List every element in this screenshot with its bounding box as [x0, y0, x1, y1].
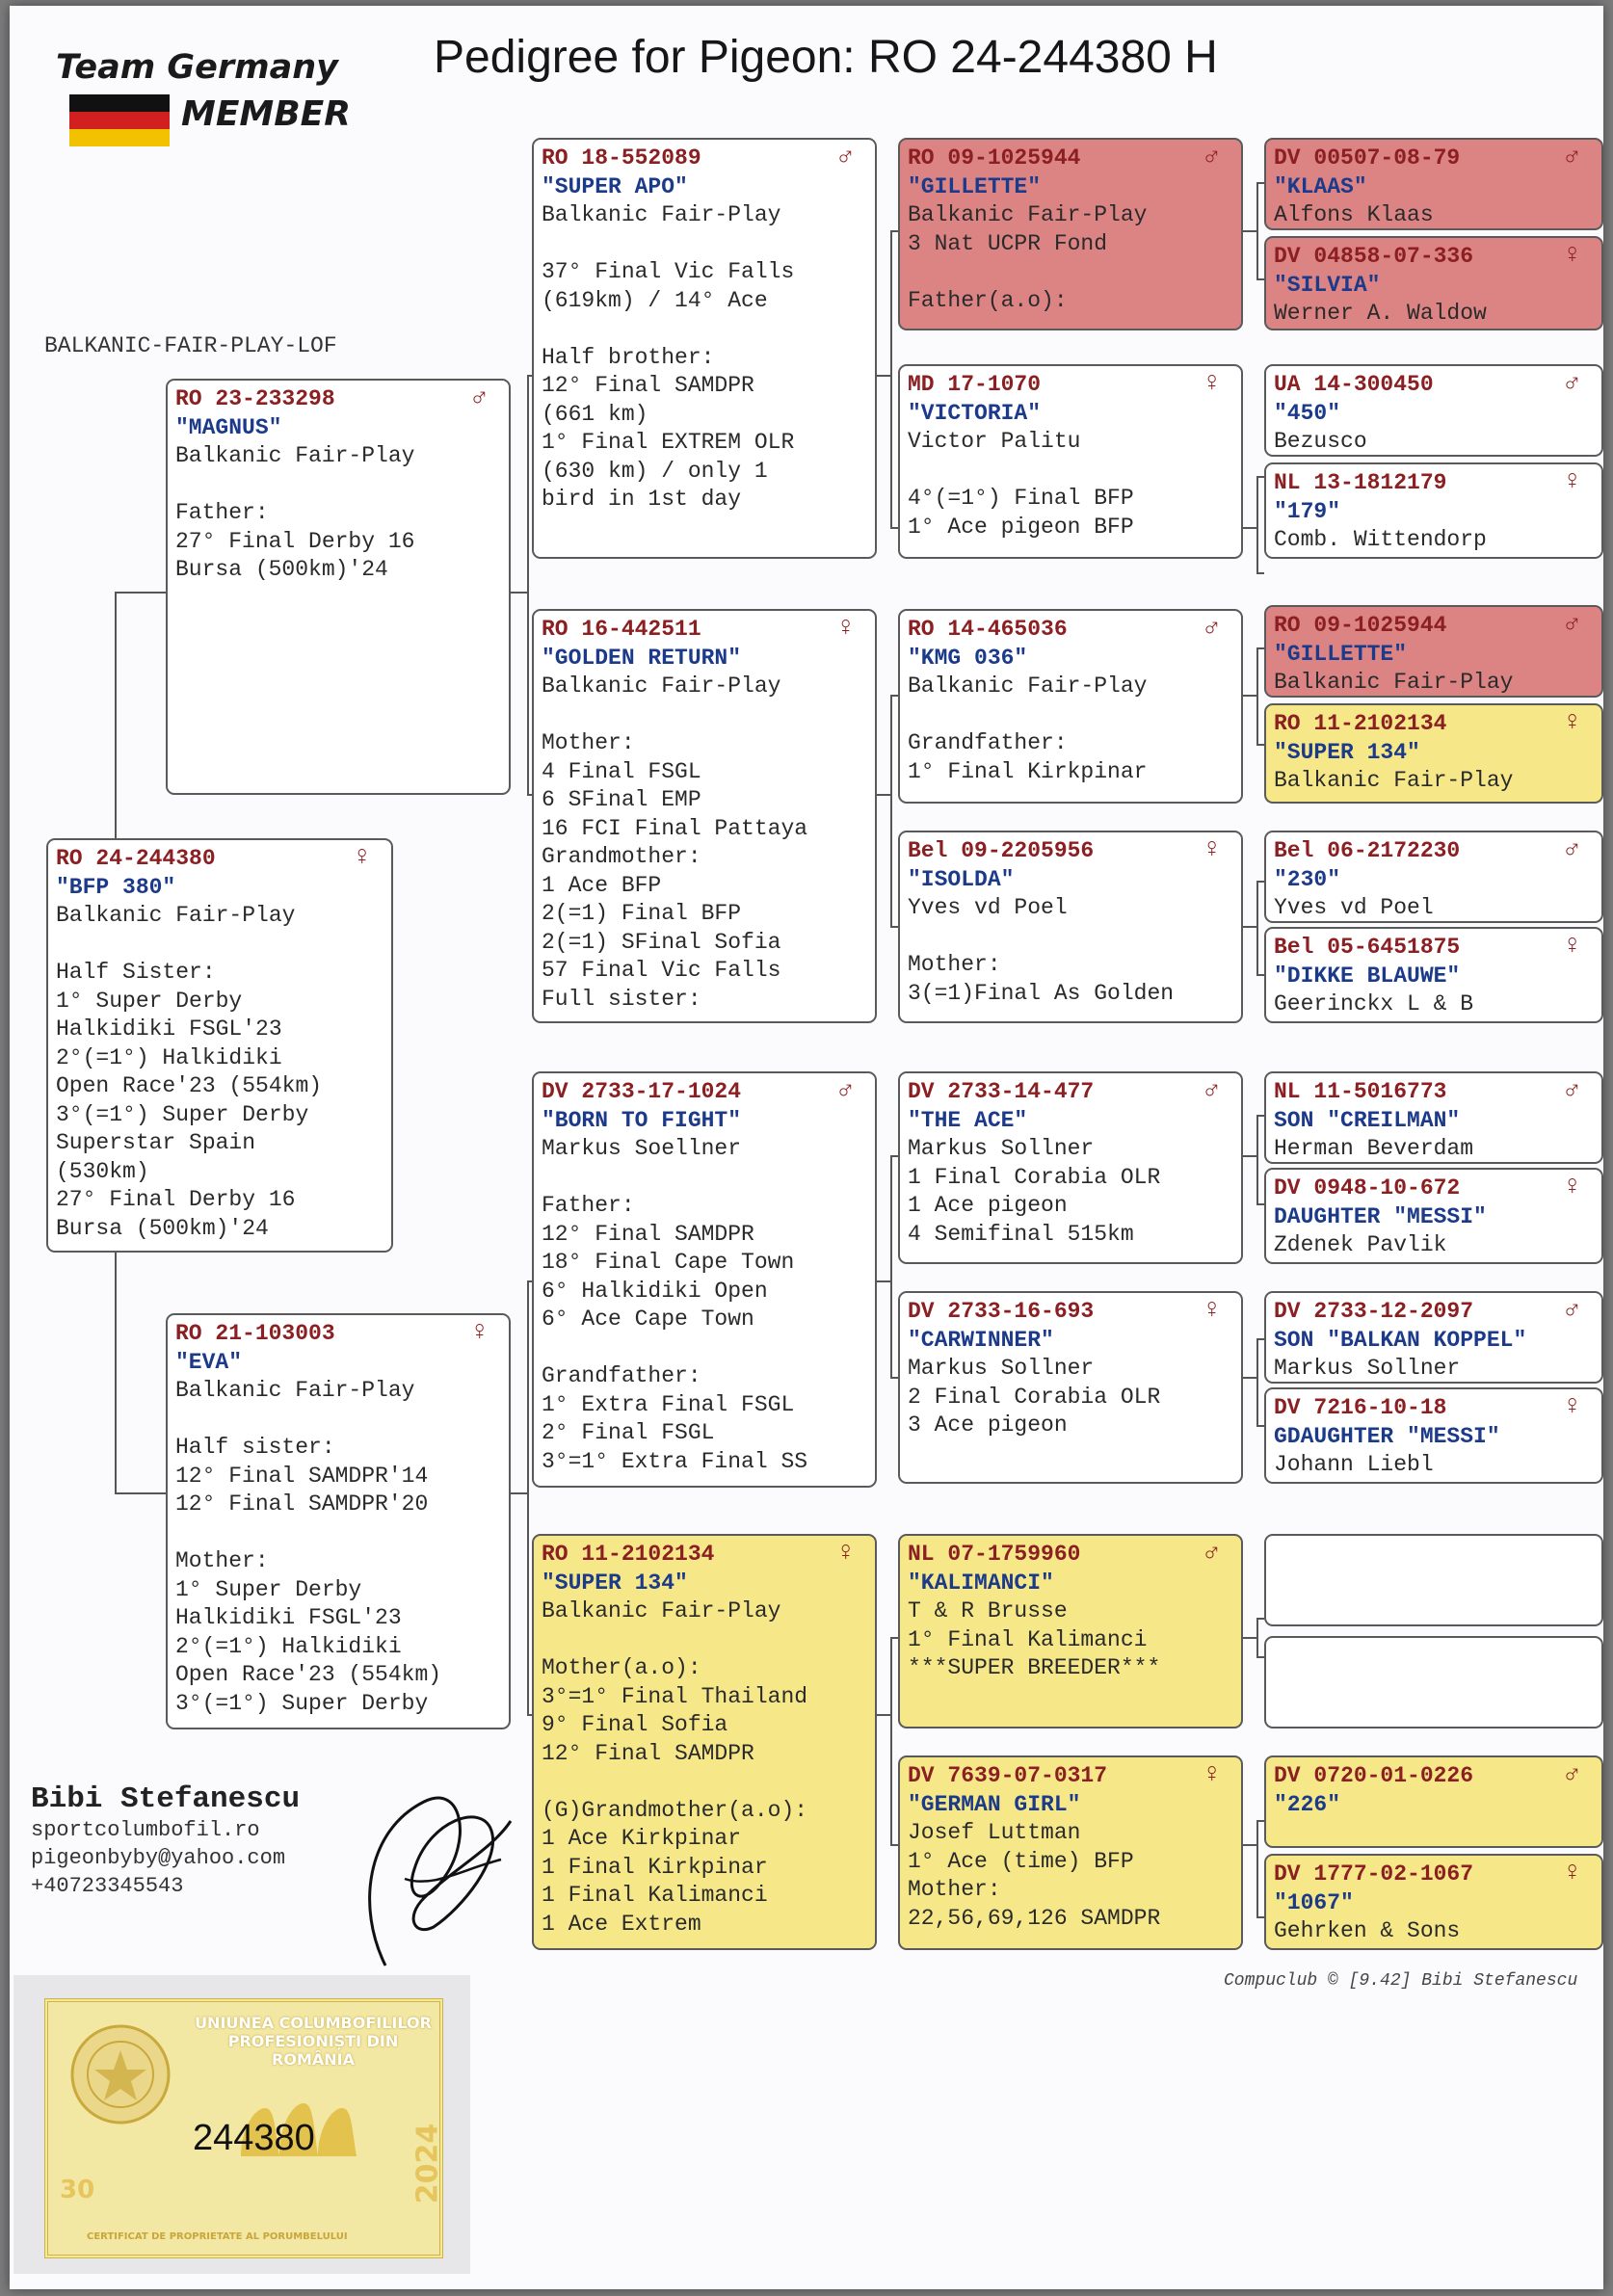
card-line: Full sister:	[542, 986, 701, 1012]
pigeon-name: "230"	[1274, 866, 1341, 892]
card-line: Father:	[542, 1193, 635, 1218]
ring-number: DV 2733-12-2097	[1274, 1299, 1474, 1324]
card-line: Josef Luttman	[908, 1820, 1081, 1845]
female-sex-icon: ♀	[1564, 467, 1580, 497]
card-line: 2 Final Corabia OLR	[908, 1384, 1161, 1410]
card-line	[175, 1519, 501, 1548]
ring-number: DV 0948-10-672	[1274, 1175, 1461, 1201]
card-line: 1 Ace BFP	[542, 872, 662, 898]
ring-number: RO 11-2102134	[1274, 711, 1447, 736]
card-line: 6° Ace Cape Town	[542, 1306, 754, 1332]
ring-number: RO 09-1025944	[1274, 613, 1447, 638]
pigeon-name: DAUGHTER "MESSI"	[1274, 1203, 1487, 1229]
card-line: Gehrken & Sons	[1274, 1918, 1461, 1943]
card-line	[542, 701, 867, 730]
breeder-website: sportcolumbofil.ro	[31, 1818, 260, 1842]
card-line: 12° Final SAMDPR'14	[175, 1463, 429, 1489]
card-line: 1° Final Kirkpinar	[908, 758, 1148, 784]
card-line: 3°(=1°) Super Derby	[175, 1690, 429, 1716]
certificate-ring-number: 244380	[193, 2118, 315, 2158]
pigeon-card-g5	[1264, 605, 1603, 698]
card-line: Balkanic Fair-Play	[56, 903, 296, 928]
card-line: 4 Final FSGL	[542, 758, 701, 784]
pigeon-card-ddd	[898, 1755, 1243, 1950]
card-line: Balkanic Fair-Play	[1274, 768, 1514, 793]
card-line: Comb. Wittendorp	[1274, 527, 1487, 552]
card-line: 1 Ace Extrem	[542, 1911, 701, 1937]
pigeon-name: "SUPER 134"	[1274, 739, 1420, 765]
card-line: Half brother:	[542, 344, 715, 370]
card-line: Grandmother:	[542, 844, 701, 869]
pigeon-name: "ISOLDA"	[908, 866, 1015, 892]
card-line	[542, 1768, 867, 1797]
certificate-caption: CERTIFICAT DE PROPRIETATE AL PORUMBELULUI	[87, 2231, 348, 2242]
female-sex-icon: ♀	[1203, 369, 1220, 399]
card-line: Balkanic Fair-Play	[542, 202, 781, 227]
handwritten-signature	[347, 1763, 540, 1985]
card-line: 1 Ace Kirkpinar	[542, 1826, 742, 1851]
card-line: 1° Super Derby	[56, 988, 243, 1014]
card-line: 2(=1) Final BFP	[542, 901, 742, 926]
pigeon-card-g2	[1264, 236, 1603, 330]
pigeon-name: "450"	[1274, 400, 1341, 426]
card-line: 22,56,69,126 SAMDPR	[908, 1905, 1161, 1931]
male-sex-icon: ♂	[837, 1076, 854, 1106]
card-line: 1 Final Kirkpinar	[542, 1854, 768, 1880]
male-sex-icon: ♂	[1564, 143, 1580, 172]
female-sex-icon: ♀	[1203, 1760, 1220, 1790]
pigeon-name: "GILLETTE"	[1274, 641, 1408, 667]
card-line: 3 Ace pigeon	[908, 1412, 1068, 1438]
female-sex-icon: ♀	[1564, 1859, 1580, 1888]
card-line: 1° Super Derby	[175, 1576, 362, 1602]
pigeon-card-subject	[46, 838, 393, 1253]
card-line: Yves vd Poel	[1274, 895, 1434, 920]
member-label: MEMBER	[181, 94, 351, 134]
card-line: 3°=1° Extra Final SS	[542, 1448, 808, 1474]
card-line: 2(=1) SFinal Sofia	[542, 929, 781, 955]
card-line: Balkanic Fair-Play	[175, 1378, 415, 1403]
card-line: Markus Soellner	[542, 1136, 742, 1161]
male-sex-icon: ♂	[1564, 1760, 1580, 1790]
male-sex-icon: ♂	[1564, 835, 1580, 865]
card-line: Balkanic Fair-Play	[908, 202, 1148, 227]
card-line: Superstar Spain	[56, 1130, 256, 1155]
card-line: Half sister:	[175, 1435, 335, 1460]
card-line: 12° Final SAMDPR	[542, 1221, 754, 1247]
card-line: (530km)	[56, 1158, 149, 1184]
card-line: Half Sister:	[56, 960, 216, 985]
card-line: 1° Ace (time) BFP	[908, 1848, 1134, 1874]
ring-number: RO 21-103003	[175, 1321, 335, 1346]
pigeon-name: "SILVIA"	[1274, 272, 1381, 298]
card-line: 1° Extra Final FSGL	[542, 1391, 795, 1417]
card-line: Geerinckx L & B	[1274, 991, 1474, 1016]
card-line: Balkanic Fair-Play	[175, 443, 415, 468]
pigeon-card-dss	[898, 1071, 1243, 1264]
german-flag-icon	[69, 94, 170, 146]
ring-number: DV 04858-07-336	[1274, 244, 1474, 269]
card-line	[542, 1164, 867, 1193]
team-germany-label: Team Germany	[56, 48, 338, 87]
ring-number: RO 09-1025944	[908, 145, 1081, 171]
pigeon-card-g11	[1264, 1291, 1603, 1384]
page-title: Pedigree for Pigeon: RO 24-244380 H	[434, 32, 1218, 83]
ring-number: DV 00507-08-79	[1274, 145, 1461, 171]
pigeon-name: "KMG 036"	[908, 645, 1028, 671]
card-line: Victor Palitu	[908, 429, 1081, 454]
female-sex-icon: ♀	[837, 614, 854, 644]
card-line: 1° Ace pigeon BFP	[908, 514, 1134, 540]
card-line: 3(=1)Final As Golden	[908, 980, 1175, 1006]
pigeon-card-g1	[1264, 138, 1603, 230]
card-line: T & R Brusse	[908, 1598, 1068, 1623]
ring-number: NL 13-1812179	[1274, 470, 1447, 495]
ring-number: RO 23-233298	[175, 386, 335, 411]
federation-seal-icon	[67, 2021, 173, 2127]
pigeon-name: "GILLETTE"	[908, 173, 1042, 199]
certificate-card	[44, 1998, 443, 2258]
card-line	[542, 230, 867, 259]
female-sex-icon: ♀	[1203, 1296, 1220, 1326]
pigeon-name: "EVA"	[175, 1349, 243, 1375]
pigeon-card-sire-sire	[532, 138, 877, 559]
pigeon-card-g15	[1264, 1755, 1603, 1848]
ring-number: MD 17-1070	[908, 372, 1042, 397]
female-sex-icon: ♀	[1564, 241, 1580, 271]
card-line: ***SUPER BREEDER***	[908, 1655, 1161, 1680]
ring-number: DV 7639-07-0317	[908, 1763, 1108, 1788]
ring-number: RO 14-465036	[908, 617, 1068, 642]
pigeon-card-sss	[898, 138, 1243, 330]
female-sex-icon: ♀	[1564, 932, 1580, 962]
male-sex-icon: ♂	[1203, 614, 1220, 644]
card-line: Markus Sollner	[908, 1136, 1095, 1161]
pigeon-card-g13-empty	[1264, 1534, 1603, 1626]
pigeon-name: GDAUGHTER "MESSI"	[1274, 1423, 1500, 1449]
pigeon-name: "THE ACE"	[908, 1107, 1028, 1133]
card-line: 12° Final SAMDPR	[542, 373, 754, 398]
card-line: 1 Final Kalimanci	[542, 1883, 768, 1908]
card-line: 1° Final EXTREM OLR	[542, 430, 795, 455]
ownership-certificate	[13, 1975, 470, 2274]
pigeon-card-g12	[1264, 1387, 1603, 1484]
card-line: 16 FCI Final Pattaya	[542, 815, 808, 841]
pigeon-card-g8	[1264, 927, 1603, 1023]
card-line: Werner A. Waldow	[1274, 301, 1487, 326]
ring-number: RO 18-552089	[542, 145, 701, 171]
pigeon-name: SON "BALKAN KOPPEL"	[1274, 1327, 1527, 1353]
pigeon-name: "GOLDEN RETURN"	[542, 645, 742, 671]
female-sex-icon: ♀	[1564, 1392, 1580, 1422]
card-line: 27° Final Derby 16	[175, 528, 415, 554]
card-line: Grandfather:	[908, 730, 1068, 755]
card-line: Mother:	[908, 1877, 1001, 1902]
card-line	[175, 1406, 501, 1435]
ring-number: DV 2733-16-693	[908, 1299, 1095, 1324]
pigeon-card-g16	[1264, 1854, 1603, 1950]
male-sex-icon: ♂	[1203, 1539, 1220, 1569]
card-line: Mother:	[542, 730, 635, 755]
card-line: 1 Final Corabia OLR	[908, 1164, 1161, 1190]
pigeon-name: SON "CREILMAN"	[1274, 1107, 1461, 1133]
card-line: Father(a.o):	[908, 287, 1068, 313]
pigeon-name: "VICTORIA"	[908, 400, 1042, 426]
card-line: Johann Liebl	[1274, 1452, 1434, 1477]
card-line: 6 SFinal EMP	[542, 787, 701, 812]
pigeon-name: "BORN TO FIGHT"	[542, 1107, 742, 1133]
certificate-year: 2024	[410, 2123, 445, 2204]
pigeon-name: "DIKKE BLAUWE"	[1274, 963, 1461, 989]
ring-number: DV 0720-01-0226	[1274, 1763, 1474, 1788]
female-sex-icon: ♀	[1564, 708, 1580, 738]
ring-number: DV 1777-02-1067	[1274, 1861, 1474, 1887]
card-line: Mother:	[908, 952, 1001, 977]
male-sex-icon: ♂	[1564, 1296, 1580, 1326]
female-sex-icon: ♀	[1203, 835, 1220, 865]
card-line: 2°(=1°) Halkidiki	[175, 1633, 402, 1659]
card-line: Mother(a.o):	[542, 1655, 701, 1680]
card-line: Alfons Klaas	[1274, 202, 1434, 227]
card-line: 37° Final Vic Falls	[542, 259, 795, 284]
card-line: 2° Final FSGL	[542, 1420, 715, 1445]
card-line	[56, 931, 383, 960]
card-line: (619km) / 14° Ace	[542, 287, 768, 313]
pigeon-name: "KLAAS"	[1274, 173, 1367, 199]
card-line: Halkidiki FSGL'23	[175, 1605, 402, 1630]
pigeon-card-g4	[1264, 462, 1603, 559]
breeder-name: Bibi Stefanescu	[31, 1782, 301, 1816]
card-line	[908, 701, 1233, 730]
pigeon-name: "MAGNUS"	[175, 414, 282, 440]
pigeon-card-dds	[898, 1534, 1243, 1729]
pigeon-card-sire-dam	[532, 609, 877, 1023]
pigeon-name: "CARWINNER"	[908, 1327, 1054, 1353]
software-footer: Compuclub © [9.42] Bibi Stefanescu	[1224, 1971, 1578, 1991]
female-sex-icon: ♀	[1564, 1173, 1580, 1202]
card-line	[908, 457, 1233, 486]
card-line: Balkanic Fair-Play	[1274, 670, 1514, 695]
card-line: 18° Final Cape Town	[542, 1250, 795, 1275]
pigeon-card-dam-sire	[532, 1071, 877, 1488]
pigeon-card-dam	[166, 1313, 511, 1729]
pigeon-card-sds	[898, 609, 1243, 804]
card-line: 12° Final SAMDPR'20	[175, 1491, 429, 1517]
pigeon-card-sdd	[898, 831, 1243, 1023]
ring-number: DV 7216-10-18	[1274, 1395, 1447, 1420]
pigeon-card-sire	[166, 379, 511, 795]
card-line: Zdenek Pavlik	[1274, 1232, 1447, 1257]
male-sex-icon: ♂	[1203, 1076, 1220, 1106]
card-line: 3°=1° Final Thailand	[542, 1683, 808, 1709]
card-line: 3 Nat UCPR Fond	[908, 230, 1108, 256]
pigeon-card-dsd	[898, 1291, 1243, 1484]
pigeon-name: "GERMAN GIRL"	[908, 1791, 1081, 1817]
male-sex-icon: ♂	[1564, 1076, 1580, 1106]
pigeon-card-g7	[1264, 831, 1603, 923]
card-line: 1° Final Kalimanci	[908, 1626, 1148, 1652]
card-line: Bursa (500km)'24	[175, 557, 388, 582]
pigeon-name: "SUPER 134"	[542, 1570, 688, 1596]
certificate-title: UNIUNEA COLUMBOFILILOR PROFESIONIȘTI DIN ROMÂNIA	[195, 2014, 432, 2069]
loft-name: BALKANIC-FAIR-PLAY-LOF	[44, 333, 337, 358]
card-line: 3°(=1°) Super Derby	[56, 1101, 309, 1127]
card-line: 27° Final Derby 16	[56, 1187, 296, 1212]
male-sex-icon: ♂	[1564, 369, 1580, 399]
card-line: (661 km)	[542, 401, 648, 427]
pigeon-name: "KALIMANCI"	[908, 1570, 1054, 1596]
card-line: 1 Ace pigeon	[908, 1193, 1068, 1218]
card-line: 4 Semifinal 515km	[908, 1221, 1134, 1247]
card-line: bird in 1st day	[542, 487, 742, 512]
card-line: Open Race'23 (554km)	[56, 1073, 323, 1098]
female-sex-icon: ♀	[471, 1318, 488, 1348]
pigeon-name: "SUPER APO"	[542, 173, 688, 199]
pigeon-name: "1067"	[1274, 1889, 1354, 1915]
ring-number: RO 11-2102134	[542, 1542, 715, 1567]
card-line: Father:	[175, 500, 269, 525]
card-line: Halkidiki FSGL'23	[56, 1016, 282, 1042]
pigeon-card-g14-empty	[1264, 1636, 1603, 1729]
pigeon-card-g3	[1264, 364, 1603, 457]
female-sex-icon: ♀	[354, 843, 370, 873]
pigeon-card-g10	[1264, 1168, 1603, 1264]
pigeon-card-ssd	[898, 364, 1243, 559]
card-line: Balkanic Fair-Play	[908, 673, 1148, 699]
card-line	[542, 1334, 867, 1363]
male-sex-icon: ♂	[837, 143, 854, 172]
card-line	[542, 315, 867, 344]
card-line: 4°(=1°) Final BFP	[908, 486, 1134, 511]
ring-number: Bel 05-6451875	[1274, 935, 1461, 960]
ring-number: DV 2733-14-477	[908, 1079, 1095, 1104]
card-line: Herman Beverdam	[1274, 1136, 1474, 1161]
card-line: Bezusco	[1274, 429, 1367, 454]
card-line: 2°(=1°) Halkidiki	[56, 1044, 282, 1070]
card-line: 9° Final Sofia	[542, 1712, 728, 1737]
male-sex-icon: ♂	[1203, 143, 1220, 172]
ring-number: RO 24-244380	[56, 846, 216, 871]
ring-number: DV 2733-17-1024	[542, 1079, 742, 1104]
card-line: (630 km) / only 1	[542, 458, 768, 484]
card-line	[542, 1626, 867, 1655]
breeder-phone: +40723345543	[31, 1874, 184, 1898]
card-line	[908, 258, 1233, 287]
card-line: Open Race'23 (554km)	[175, 1662, 442, 1687]
card-line: Bursa (500km)'24	[56, 1215, 269, 1241]
female-sex-icon: ♀	[837, 1539, 854, 1569]
card-line: Yves vd Poel	[908, 895, 1068, 920]
certificate-side-number: 30	[60, 2176, 95, 2204]
ring-number: Bel 09-2205956	[908, 838, 1095, 863]
card-line: Markus Sollner	[908, 1356, 1095, 1381]
ring-number: UA 14-300450	[1274, 372, 1434, 397]
pigeon-card-g9	[1264, 1071, 1603, 1164]
ring-number: RO 16-442511	[542, 617, 701, 642]
card-line: Balkanic Fair-Play	[542, 1598, 781, 1623]
pigeon-name: "BFP 380"	[56, 874, 176, 900]
ring-number: NL 11-5016773	[1274, 1079, 1447, 1104]
card-line: 6° Halkidiki Open	[542, 1278, 768, 1304]
breeder-email: pigeonbyby@yahoo.com	[31, 1846, 286, 1870]
male-sex-icon: ♂	[471, 383, 488, 413]
card-line: Markus Sollner	[1274, 1356, 1461, 1381]
card-line: (G)Grandmother(a.o):	[542, 1797, 808, 1823]
male-sex-icon: ♂	[1564, 610, 1580, 640]
pigeon-name: "179"	[1274, 498, 1341, 524]
pigeon-name: "226"	[1274, 1791, 1341, 1817]
card-line	[908, 923, 1233, 952]
pigeon-card-dam-dam	[532, 1534, 877, 1950]
card-line: Balkanic Fair-Play	[542, 673, 781, 699]
ring-number: Bel 06-2172230	[1274, 838, 1461, 863]
card-line: 57 Final Vic Falls	[542, 958, 781, 983]
breeder-contact	[31, 1782, 300, 1900]
card-line: Mother:	[175, 1548, 269, 1573]
card-line	[175, 471, 501, 500]
card-line: 12° Final SAMDPR	[542, 1740, 754, 1766]
ring-number: NL 07-1759960	[908, 1542, 1081, 1567]
card-line: Grandfather:	[542, 1363, 701, 1388]
pigeon-card-g6	[1264, 703, 1603, 804]
